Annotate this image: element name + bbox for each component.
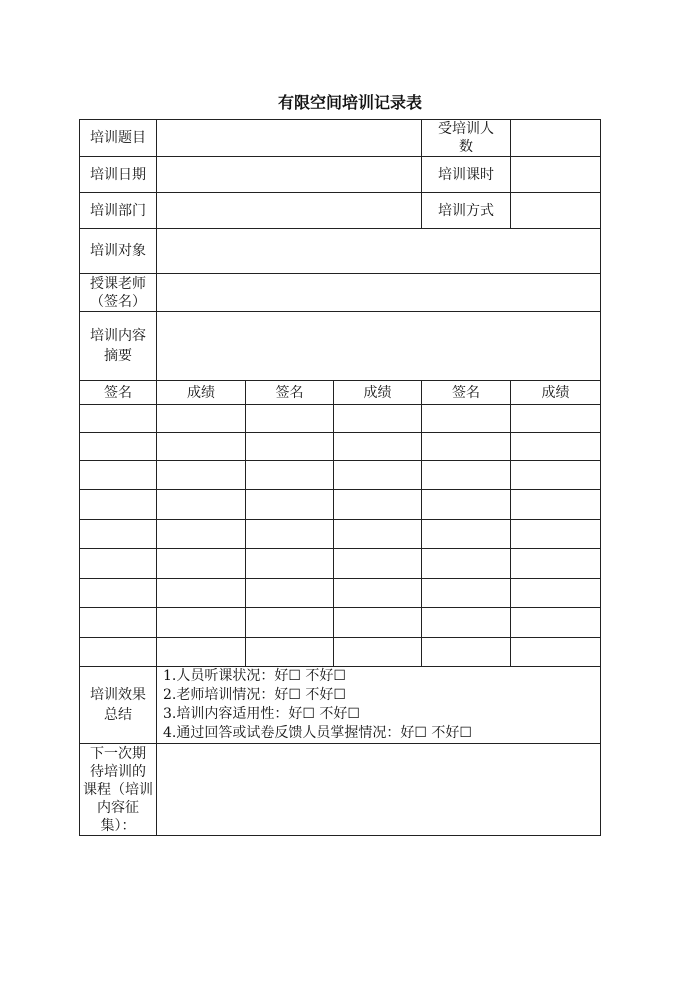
- trainee-count-text: 受培训人数: [438, 121, 494, 155]
- score-cell[interactable]: [334, 490, 422, 520]
- signature-cell[interactable]: [80, 490, 157, 520]
- effect-label-line2: 总结: [104, 707, 132, 723]
- signature-cell[interactable]: [246, 638, 334, 667]
- effect-label-line1: 培训效果: [90, 687, 146, 703]
- signin-row: [80, 549, 601, 579]
- signature-cell[interactable]: [80, 608, 157, 638]
- score-cell[interactable]: [157, 579, 246, 608]
- next-course-line: 内容征: [97, 799, 139, 816]
- signature-cell[interactable]: [422, 608, 511, 638]
- department-label: 培训部门: [80, 193, 157, 229]
- signature-cell[interactable]: [246, 433, 334, 461]
- signature-cell[interactable]: [80, 405, 157, 433]
- signin-header: 成绩: [334, 381, 422, 405]
- effect-item[interactable]: 3.培训内容适用性：好☐ 不好☐: [163, 706, 360, 722]
- next-course-label: [80, 744, 157, 836]
- hours-field[interactable]: [511, 157, 601, 193]
- signature-cell[interactable]: [80, 549, 157, 579]
- score-cell[interactable]: [157, 433, 246, 461]
- score-cell[interactable]: [511, 549, 601, 579]
- next-course-line: 下一次期: [90, 745, 146, 762]
- signature-cell[interactable]: [422, 433, 511, 461]
- target-field[interactable]: [157, 229, 601, 274]
- score-cell[interactable]: [157, 638, 246, 667]
- next-course-line: 集）：: [100, 817, 136, 834]
- signature-cell[interactable]: [246, 579, 334, 608]
- next-course-line: 课程（培训: [83, 781, 153, 798]
- score-cell[interactable]: [334, 433, 422, 461]
- score-cell[interactable]: [334, 638, 422, 667]
- signature-cell[interactable]: [422, 461, 511, 490]
- date-field[interactable]: [157, 157, 422, 193]
- hours-label: 培训课时: [422, 157, 511, 193]
- signature-cell[interactable]: [80, 579, 157, 608]
- signin-header: 签名: [422, 381, 511, 405]
- teacher-label-line2: （签名）: [90, 293, 146, 310]
- score-cell[interactable]: [334, 405, 422, 433]
- signature-cell[interactable]: [246, 608, 334, 638]
- teacher-label: [80, 274, 157, 312]
- signature-cell[interactable]: [422, 638, 511, 667]
- score-cell[interactable]: [334, 549, 422, 579]
- signature-cell[interactable]: [422, 520, 511, 549]
- content-label: [80, 312, 157, 381]
- trainee-count-field[interactable]: [511, 120, 601, 157]
- effect-items: [157, 667, 601, 744]
- score-cell[interactable]: [511, 490, 601, 520]
- score-cell[interactable]: [157, 549, 246, 579]
- score-cell[interactable]: [511, 433, 601, 461]
- signature-cell[interactable]: [422, 405, 511, 433]
- department-field[interactable]: [157, 193, 422, 229]
- signin-header-row: [80, 381, 601, 405]
- signin-header: 成绩: [157, 381, 246, 405]
- signin-row: [80, 461, 601, 490]
- target-label: 培训对象: [80, 229, 157, 274]
- score-cell[interactable]: [157, 490, 246, 520]
- score-cell[interactable]: [157, 520, 246, 549]
- signin-row: [80, 490, 601, 520]
- signin-header: 签名: [246, 381, 334, 405]
- signin-header: 签名: [80, 381, 157, 405]
- teacher-label-line1: 授课老师: [90, 275, 146, 292]
- signature-cell[interactable]: [80, 461, 157, 490]
- score-cell[interactable]: [511, 405, 601, 433]
- score-cell[interactable]: [157, 405, 246, 433]
- signature-cell[interactable]: [422, 579, 511, 608]
- score-cell[interactable]: [157, 608, 246, 638]
- score-cell[interactable]: [334, 579, 422, 608]
- signature-cell[interactable]: [422, 490, 511, 520]
- signature-cell[interactable]: [246, 520, 334, 549]
- signature-cell[interactable]: [246, 405, 334, 433]
- date-label: 培训日期: [80, 157, 157, 193]
- score-cell[interactable]: [511, 461, 601, 490]
- effect-item[interactable]: 2.老师培训情况：好☐ 不好☐: [163, 687, 346, 703]
- signature-cell[interactable]: [246, 461, 334, 490]
- signin-row: [80, 405, 601, 433]
- score-cell[interactable]: [157, 461, 246, 490]
- signature-cell[interactable]: [246, 490, 334, 520]
- score-cell[interactable]: [511, 520, 601, 549]
- next-course-field[interactable]: [157, 744, 601, 836]
- score-cell[interactable]: [511, 579, 601, 608]
- signature-cell[interactable]: [80, 638, 157, 667]
- effect-label: [80, 667, 157, 744]
- training-record-form: [79, 119, 601, 836]
- signin-header: 成绩: [511, 381, 601, 405]
- effect-item[interactable]: 4.通过回答或试卷反馈人员掌握情况：好☐ 不好☐: [163, 725, 472, 741]
- signature-cell[interactable]: [80, 433, 157, 461]
- topic-label: 培训题目: [80, 120, 157, 157]
- signin-row: [80, 433, 601, 461]
- score-cell[interactable]: [334, 608, 422, 638]
- effect-item[interactable]: 1.人员听课状况：好☐ 不好☐: [163, 668, 346, 684]
- score-cell[interactable]: [334, 520, 422, 549]
- next-course-line: 待培训的: [90, 763, 146, 780]
- signin-row: [80, 520, 601, 549]
- score-cell[interactable]: [334, 461, 422, 490]
- signature-cell[interactable]: [246, 549, 334, 579]
- content-label-line1: 培训内容: [90, 328, 146, 344]
- page-title: 有限空间培训记录表: [277, 93, 422, 112]
- method-field[interactable]: [511, 193, 601, 229]
- topic-field[interactable]: [157, 120, 422, 157]
- content-label-line2: 摘要: [104, 348, 132, 364]
- teacher-signature-field[interactable]: [157, 274, 601, 312]
- signin-row: [80, 638, 601, 667]
- signin-rows: [80, 405, 601, 667]
- signature-cell[interactable]: [80, 520, 157, 549]
- signature-cell[interactable]: [422, 549, 511, 579]
- score-cell[interactable]: [511, 638, 601, 667]
- trainee-count-label: [422, 120, 511, 157]
- signin-row: [80, 608, 601, 638]
- content-summary-field[interactable]: [157, 312, 601, 381]
- method-label: 培训方式: [422, 193, 511, 229]
- signin-row: [80, 579, 601, 608]
- score-cell[interactable]: [511, 608, 601, 638]
